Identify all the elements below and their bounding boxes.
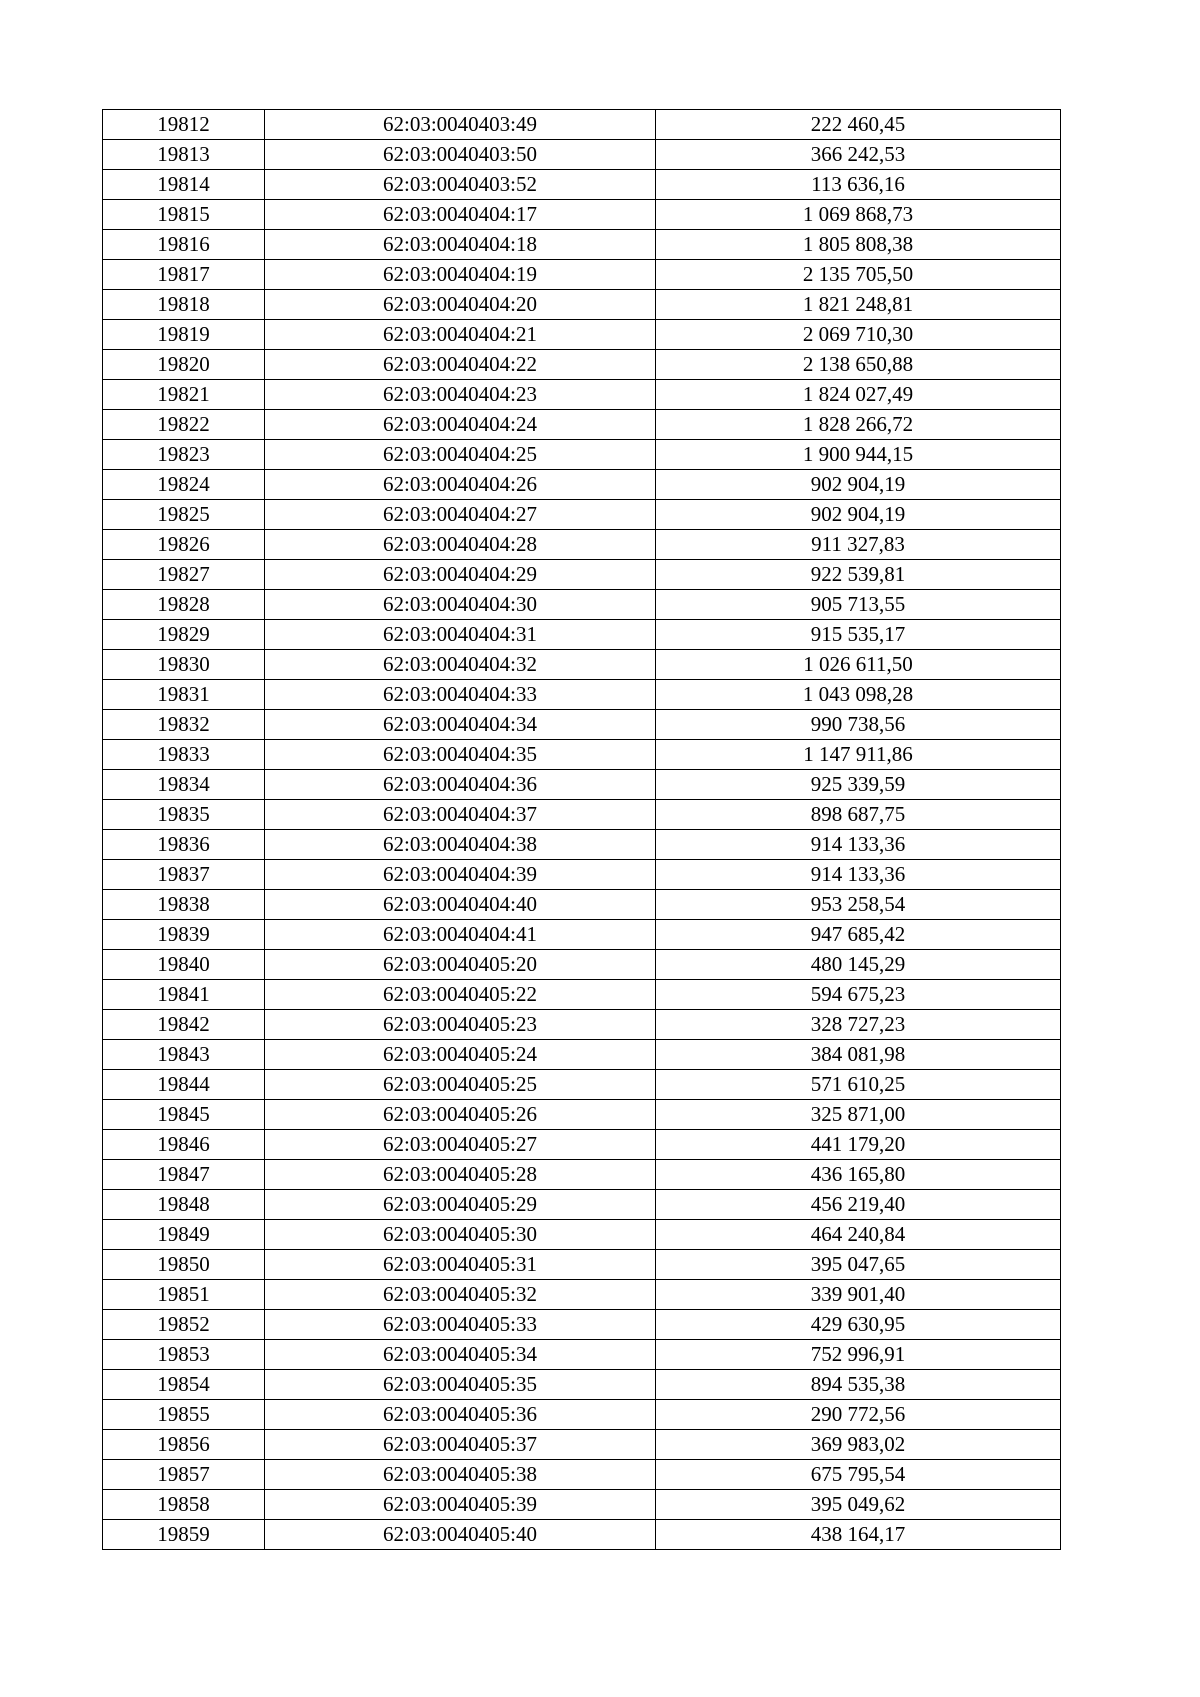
row-number-cell: 19849 bbox=[103, 1220, 265, 1250]
cadastral-number-cell: 62:03:0040405:31 bbox=[265, 1250, 656, 1280]
row-number-cell: 19815 bbox=[103, 200, 265, 230]
cadastral-value-table bbox=[102, 109, 1061, 1550]
table-row bbox=[103, 560, 1061, 590]
value-cell: 328 727,23 bbox=[656, 1010, 1061, 1040]
row-number-cell: 19842 bbox=[103, 1010, 265, 1040]
table-row bbox=[103, 1520, 1061, 1550]
table-row bbox=[103, 440, 1061, 470]
row-number-cell: 19856 bbox=[103, 1430, 265, 1460]
value-cell: 902 904,19 bbox=[656, 470, 1061, 500]
cadastral-number-cell: 62:03:0040404:34 bbox=[265, 710, 656, 740]
table-row bbox=[103, 980, 1061, 1010]
value-cell: 456 219,40 bbox=[656, 1190, 1061, 1220]
cadastral-number-cell: 62:03:0040404:32 bbox=[265, 650, 656, 680]
table-row bbox=[103, 230, 1061, 260]
row-number-cell: 19826 bbox=[103, 530, 265, 560]
value-cell: 480 145,29 bbox=[656, 950, 1061, 980]
value-cell: 366 242,53 bbox=[656, 140, 1061, 170]
value-cell: 441 179,20 bbox=[656, 1130, 1061, 1160]
table-row bbox=[103, 890, 1061, 920]
table-row bbox=[103, 1310, 1061, 1340]
value-cell: 894 535,38 bbox=[656, 1370, 1061, 1400]
cadastral-number-cell: 62:03:0040405:24 bbox=[265, 1040, 656, 1070]
table-row bbox=[103, 470, 1061, 500]
cadastral-number-cell: 62:03:0040405:38 bbox=[265, 1460, 656, 1490]
cadastral-number-cell: 62:03:0040405:20 bbox=[265, 950, 656, 980]
cadastral-number-cell: 62:03:0040405:35 bbox=[265, 1370, 656, 1400]
value-cell: 339 901,40 bbox=[656, 1280, 1061, 1310]
value-cell: 1 805 808,38 bbox=[656, 230, 1061, 260]
value-cell: 1 147 911,86 bbox=[656, 740, 1061, 770]
row-number-cell: 19859 bbox=[103, 1520, 265, 1550]
table-row bbox=[103, 1130, 1061, 1160]
table-row bbox=[103, 1460, 1061, 1490]
cadastral-number-cell: 62:03:0040404:38 bbox=[265, 830, 656, 860]
table-row bbox=[103, 1280, 1061, 1310]
row-number-cell: 19819 bbox=[103, 320, 265, 350]
table-row bbox=[103, 1100, 1061, 1130]
cadastral-number-cell: 62:03:0040405:26 bbox=[265, 1100, 656, 1130]
row-number-cell: 19846 bbox=[103, 1130, 265, 1160]
row-number-cell: 19823 bbox=[103, 440, 265, 470]
table-row bbox=[103, 1160, 1061, 1190]
cadastral-number-cell: 62:03:0040404:28 bbox=[265, 530, 656, 560]
row-number-cell: 19834 bbox=[103, 770, 265, 800]
table-row bbox=[103, 110, 1061, 140]
table-row bbox=[103, 1340, 1061, 1370]
value-cell: 325 871,00 bbox=[656, 1100, 1061, 1130]
table-row bbox=[103, 950, 1061, 980]
value-cell: 384 081,98 bbox=[656, 1040, 1061, 1070]
row-number-cell: 19848 bbox=[103, 1190, 265, 1220]
table-row bbox=[103, 770, 1061, 800]
table-row bbox=[103, 350, 1061, 380]
table-row bbox=[103, 830, 1061, 860]
row-number-cell: 19858 bbox=[103, 1490, 265, 1520]
cadastral-number-cell: 62:03:0040404:20 bbox=[265, 290, 656, 320]
table-row bbox=[103, 500, 1061, 530]
table-row bbox=[103, 860, 1061, 890]
value-cell: 905 713,55 bbox=[656, 590, 1061, 620]
row-number-cell: 19832 bbox=[103, 710, 265, 740]
cadastral-number-cell: 62:03:0040404:41 bbox=[265, 920, 656, 950]
cadastral-number-cell: 62:03:0040404:17 bbox=[265, 200, 656, 230]
value-cell: 113 636,16 bbox=[656, 170, 1061, 200]
cadastral-number-cell: 62:03:0040405:23 bbox=[265, 1010, 656, 1040]
row-number-cell: 19812 bbox=[103, 110, 265, 140]
table-row bbox=[103, 1190, 1061, 1220]
row-number-cell: 19850 bbox=[103, 1250, 265, 1280]
row-number-cell: 19845 bbox=[103, 1100, 265, 1130]
cadastral-number-cell: 62:03:0040404:25 bbox=[265, 440, 656, 470]
table-row bbox=[103, 200, 1061, 230]
value-cell: 2 135 705,50 bbox=[656, 260, 1061, 290]
table-row bbox=[103, 1250, 1061, 1280]
row-number-cell: 19818 bbox=[103, 290, 265, 320]
table-row bbox=[103, 1430, 1061, 1460]
value-cell: 915 535,17 bbox=[656, 620, 1061, 650]
cadastral-number-cell: 62:03:0040403:52 bbox=[265, 170, 656, 200]
cadastral-number-cell: 62:03:0040405:40 bbox=[265, 1520, 656, 1550]
row-number-cell: 19814 bbox=[103, 170, 265, 200]
table-row bbox=[103, 800, 1061, 830]
row-number-cell: 19857 bbox=[103, 1460, 265, 1490]
cadastral-number-cell: 62:03:0040405:27 bbox=[265, 1130, 656, 1160]
cadastral-number-cell: 62:03:0040405:33 bbox=[265, 1310, 656, 1340]
value-cell: 914 133,36 bbox=[656, 860, 1061, 890]
table-body bbox=[103, 110, 1061, 1550]
cadastral-number-cell: 62:03:0040404:18 bbox=[265, 230, 656, 260]
cadastral-number-cell: 62:03:0040405:28 bbox=[265, 1160, 656, 1190]
value-cell: 571 610,25 bbox=[656, 1070, 1061, 1100]
row-number-cell: 19825 bbox=[103, 500, 265, 530]
row-number-cell: 19843 bbox=[103, 1040, 265, 1070]
cadastral-number-cell: 62:03:0040404:31 bbox=[265, 620, 656, 650]
value-cell: 898 687,75 bbox=[656, 800, 1061, 830]
value-cell: 429 630,95 bbox=[656, 1310, 1061, 1340]
row-number-cell: 19830 bbox=[103, 650, 265, 680]
cadastral-number-cell: 62:03:0040405:32 bbox=[265, 1280, 656, 1310]
cadastral-number-cell: 62:03:0040404:24 bbox=[265, 410, 656, 440]
value-cell: 1 069 868,73 bbox=[656, 200, 1061, 230]
table-row bbox=[103, 680, 1061, 710]
cadastral-number-cell: 62:03:0040404:40 bbox=[265, 890, 656, 920]
value-cell: 290 772,56 bbox=[656, 1400, 1061, 1430]
value-cell: 925 339,59 bbox=[656, 770, 1061, 800]
value-cell: 2 069 710,30 bbox=[656, 320, 1061, 350]
cadastral-number-cell: 62:03:0040405:29 bbox=[265, 1190, 656, 1220]
cadastral-number-cell: 62:03:0040404:26 bbox=[265, 470, 656, 500]
row-number-cell: 19836 bbox=[103, 830, 265, 860]
cadastral-number-cell: 62:03:0040404:37 bbox=[265, 800, 656, 830]
value-cell: 914 133,36 bbox=[656, 830, 1061, 860]
cadastral-number-cell: 62:03:0040405:37 bbox=[265, 1430, 656, 1460]
value-cell: 594 675,23 bbox=[656, 980, 1061, 1010]
table-row bbox=[103, 140, 1061, 170]
table-row bbox=[103, 1370, 1061, 1400]
cadastral-number-cell: 62:03:0040405:22 bbox=[265, 980, 656, 1010]
row-number-cell: 19837 bbox=[103, 860, 265, 890]
value-cell: 395 047,65 bbox=[656, 1250, 1061, 1280]
value-cell: 1 026 611,50 bbox=[656, 650, 1061, 680]
cadastral-number-cell: 62:03:0040404:30 bbox=[265, 590, 656, 620]
table-row bbox=[103, 410, 1061, 440]
row-number-cell: 19852 bbox=[103, 1310, 265, 1340]
row-number-cell: 19838 bbox=[103, 890, 265, 920]
value-cell: 1 828 266,72 bbox=[656, 410, 1061, 440]
cadastral-number-cell: 62:03:0040404:19 bbox=[265, 260, 656, 290]
row-number-cell: 19847 bbox=[103, 1160, 265, 1190]
cadastral-number-cell: 62:03:0040404:27 bbox=[265, 500, 656, 530]
row-number-cell: 19816 bbox=[103, 230, 265, 260]
table-row bbox=[103, 590, 1061, 620]
table-row bbox=[103, 1040, 1061, 1070]
value-cell: 675 795,54 bbox=[656, 1460, 1061, 1490]
row-number-cell: 19829 bbox=[103, 620, 265, 650]
row-number-cell: 19841 bbox=[103, 980, 265, 1010]
row-number-cell: 19817 bbox=[103, 260, 265, 290]
table-row bbox=[103, 1070, 1061, 1100]
row-number-cell: 19828 bbox=[103, 590, 265, 620]
cadastral-number-cell: 62:03:0040405:34 bbox=[265, 1340, 656, 1370]
value-cell: 1 824 027,49 bbox=[656, 380, 1061, 410]
table-row bbox=[103, 290, 1061, 320]
row-number-cell: 19827 bbox=[103, 560, 265, 590]
row-number-cell: 19840 bbox=[103, 950, 265, 980]
cadastral-number-cell: 62:03:0040404:33 bbox=[265, 680, 656, 710]
cadastral-number-cell: 62:03:0040403:50 bbox=[265, 140, 656, 170]
row-number-cell: 19833 bbox=[103, 740, 265, 770]
row-number-cell: 19821 bbox=[103, 380, 265, 410]
value-cell: 1 900 944,15 bbox=[656, 440, 1061, 470]
cadastral-number-cell: 62:03:0040404:35 bbox=[265, 740, 656, 770]
value-cell: 464 240,84 bbox=[656, 1220, 1061, 1250]
row-number-cell: 19831 bbox=[103, 680, 265, 710]
table-row bbox=[103, 620, 1061, 650]
table-row bbox=[103, 1220, 1061, 1250]
value-cell: 438 164,17 bbox=[656, 1520, 1061, 1550]
cadastral-number-cell: 62:03:0040403:49 bbox=[265, 110, 656, 140]
value-cell: 947 685,42 bbox=[656, 920, 1061, 950]
table-row bbox=[103, 380, 1061, 410]
row-number-cell: 19855 bbox=[103, 1400, 265, 1430]
value-cell: 990 738,56 bbox=[656, 710, 1061, 740]
cadastral-number-cell: 62:03:0040404:21 bbox=[265, 320, 656, 350]
row-number-cell: 19854 bbox=[103, 1370, 265, 1400]
row-number-cell: 19851 bbox=[103, 1280, 265, 1310]
cadastral-number-cell: 62:03:0040404:36 bbox=[265, 770, 656, 800]
table-row bbox=[103, 1010, 1061, 1040]
table-row bbox=[103, 1490, 1061, 1520]
row-number-cell: 19822 bbox=[103, 410, 265, 440]
row-number-cell: 19853 bbox=[103, 1340, 265, 1370]
row-number-cell: 19824 bbox=[103, 470, 265, 500]
cadastral-number-cell: 62:03:0040404:22 bbox=[265, 350, 656, 380]
value-cell: 752 996,91 bbox=[656, 1340, 1061, 1370]
value-cell: 953 258,54 bbox=[656, 890, 1061, 920]
cadastral-number-cell: 62:03:0040404:29 bbox=[265, 560, 656, 590]
value-cell: 902 904,19 bbox=[656, 500, 1061, 530]
table-row bbox=[103, 260, 1061, 290]
table-row bbox=[103, 710, 1061, 740]
value-cell: 395 049,62 bbox=[656, 1490, 1061, 1520]
value-cell: 1 821 248,81 bbox=[656, 290, 1061, 320]
value-cell: 911 327,83 bbox=[656, 530, 1061, 560]
table-row bbox=[103, 170, 1061, 200]
table-row bbox=[103, 1400, 1061, 1430]
value-cell: 222 460,45 bbox=[656, 110, 1061, 140]
row-number-cell: 19813 bbox=[103, 140, 265, 170]
cadastral-number-cell: 62:03:0040405:36 bbox=[265, 1400, 656, 1430]
value-cell: 1 043 098,28 bbox=[656, 680, 1061, 710]
cadastral-number-cell: 62:03:0040405:25 bbox=[265, 1070, 656, 1100]
value-cell: 2 138 650,88 bbox=[656, 350, 1061, 380]
value-cell: 436 165,80 bbox=[656, 1160, 1061, 1190]
value-cell: 369 983,02 bbox=[656, 1430, 1061, 1460]
table-row bbox=[103, 920, 1061, 950]
cadastral-number-cell: 62:03:0040405:39 bbox=[265, 1490, 656, 1520]
table-row bbox=[103, 530, 1061, 560]
row-number-cell: 19835 bbox=[103, 800, 265, 830]
cadastral-number-cell: 62:03:0040404:39 bbox=[265, 860, 656, 890]
table-row bbox=[103, 740, 1061, 770]
row-number-cell: 19820 bbox=[103, 350, 265, 380]
table-row bbox=[103, 320, 1061, 350]
row-number-cell: 19839 bbox=[103, 920, 265, 950]
row-number-cell: 19844 bbox=[103, 1070, 265, 1100]
cadastral-number-cell: 62:03:0040404:23 bbox=[265, 380, 656, 410]
table-row bbox=[103, 650, 1061, 680]
cadastral-number-cell: 62:03:0040405:30 bbox=[265, 1220, 656, 1250]
value-cell: 922 539,81 bbox=[656, 560, 1061, 590]
